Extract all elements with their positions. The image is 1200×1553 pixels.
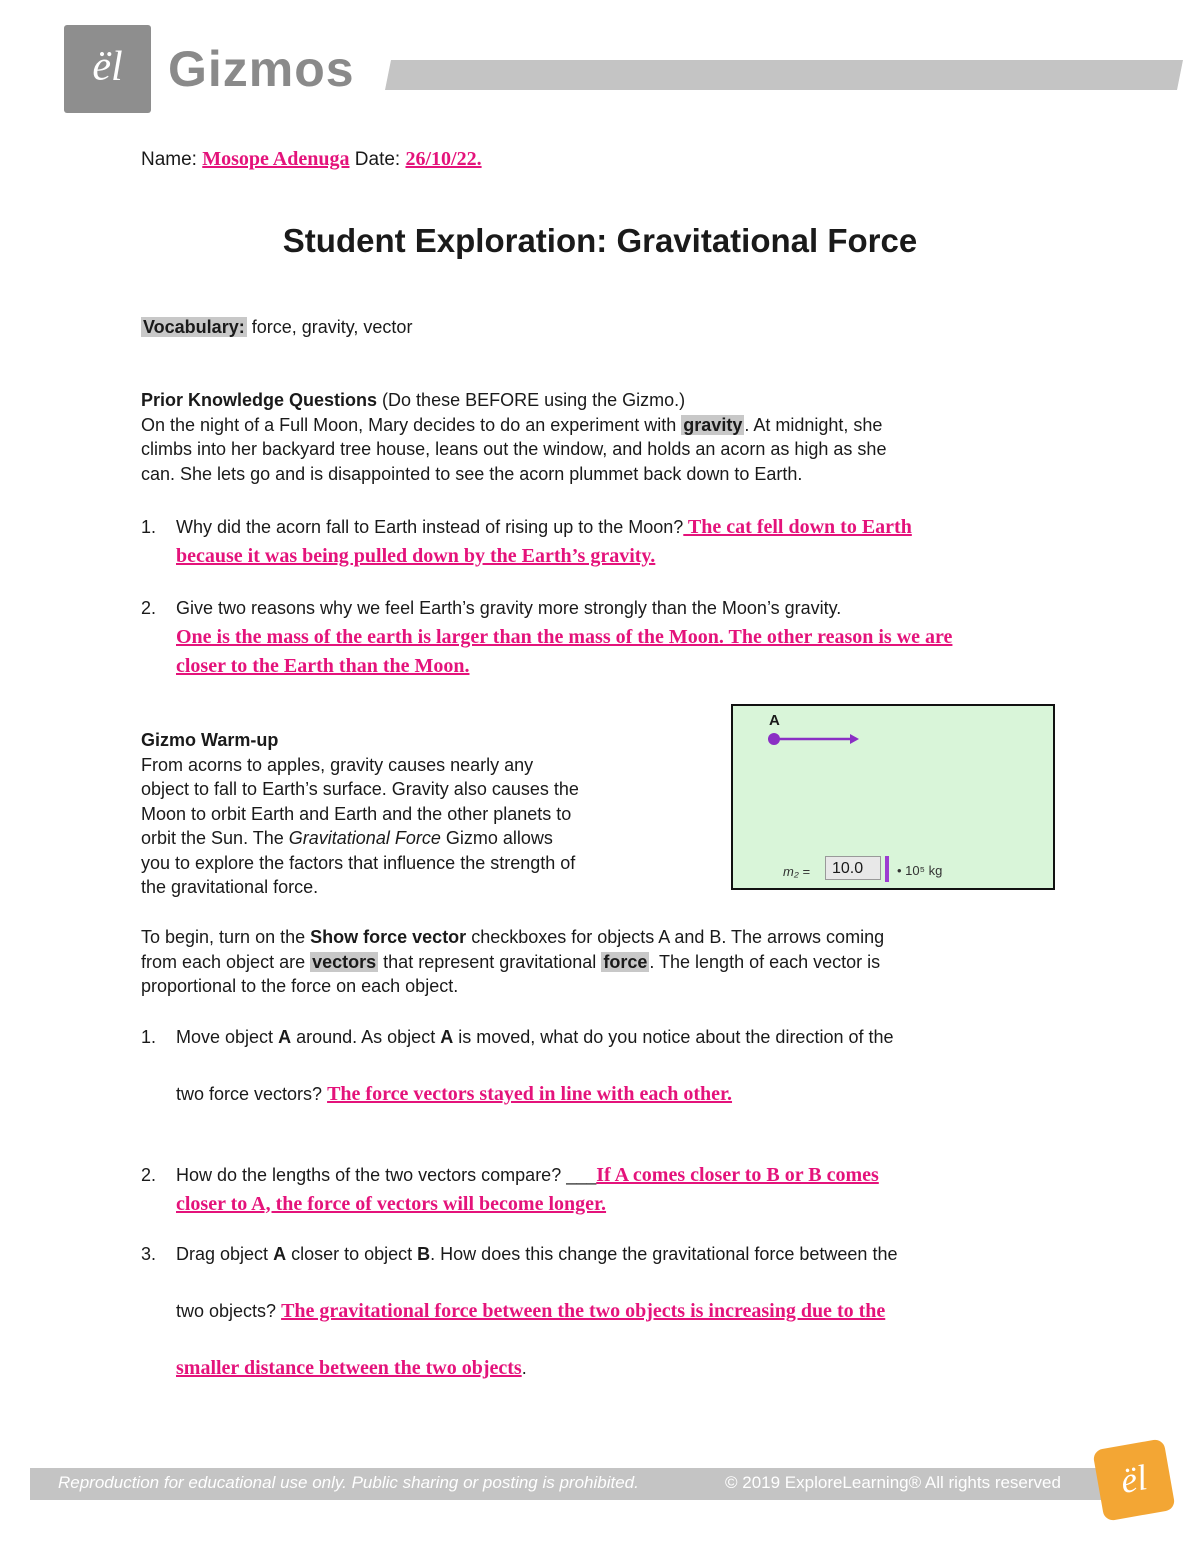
q-answer: because it was being pulled down by the Earth’s gravity. <box>176 544 656 567</box>
q-text: Move object <box>176 1027 274 1047</box>
prior-question-2 <box>141 596 1071 681</box>
q-text: Give two reasons why we feel Earth’s gravity more strongly than the Moon’s gravity. <box>176 598 842 618</box>
mass-label: m₂ = <box>783 864 810 879</box>
vocabulary-label: Vocabulary: <box>143 317 245 337</box>
q-answer: The force vectors stayed in line with each other. <box>327 1082 733 1105</box>
q-answer: closer to A, the force of vectors will become longer. <box>176 1192 607 1215</box>
q-number: 2. <box>141 598 157 618</box>
warmup-text: checkboxes for objects A and B. The arrows coming <box>471 927 885 947</box>
warmup-question-2 <box>141 1163 1071 1216</box>
q-answer: One is the mass of the earth is larger than the mass of the Moon. The other reason is we are <box>176 625 953 648</box>
brand-name: Gizmos <box>168 41 355 97</box>
q-text: A <box>278 1027 292 1047</box>
warmup-text: . The length of each vector is <box>649 951 881 972</box>
date-label: Date: <box>354 149 401 170</box>
warmup-text: Moon to orbit Earth and Earth and the other planets to <box>141 803 572 824</box>
q-answer: If A comes closer to B or B comes <box>596 1164 879 1186</box>
prior-knowledge-section <box>141 388 1061 486</box>
q-text: B <box>417 1244 431 1264</box>
object-a-label: A <box>769 712 780 729</box>
explorelearning-logo <box>1092 1438 1175 1521</box>
keyword-gravity: gravity <box>683 414 743 435</box>
prior-heading-note: (Do these BEFORE using the Gizmo.) <box>382 390 686 410</box>
show-force-vector-text: Show force vector <box>310 927 467 947</box>
q-text: is moved, what do you notice about the direction of the <box>458 1027 894 1047</box>
warmup-text: object to fall to Earth’s surface. Gravity also causes the <box>141 779 579 799</box>
q-text: . <box>521 1358 527 1378</box>
warmup-text: that represent gravitational <box>383 951 597 972</box>
q-number: 1. <box>141 517 157 537</box>
warmup-text: To begin, turn on the <box>141 927 306 947</box>
q-text: two force vectors? <box>176 1083 323 1104</box>
q-text: . How does this change the gravitational force between the <box>430 1244 898 1264</box>
warmup-text: you to explore the factors that influence the strength of <box>141 852 576 873</box>
q-number: 3. <box>141 1244 157 1264</box>
name-label: Name: <box>141 149 197 170</box>
mass-input[interactable]: 10.0 <box>825 856 881 880</box>
warmup-question-3 <box>141 1242 1071 1381</box>
q-text: two objects? <box>176 1300 277 1321</box>
warmup-begin <box>141 925 1071 999</box>
footer-logo-glyph: ël <box>1117 1457 1151 1501</box>
q-text: Drag object <box>176 1244 269 1264</box>
vocabulary-line <box>141 315 412 340</box>
warmup-heading: Gizmo Warm-up <box>141 730 279 750</box>
q-number: 1. <box>141 1027 157 1047</box>
prior-question-1 <box>141 515 1071 568</box>
logo-glyph: ël <box>92 44 123 90</box>
page-title: Student Exploration: Gravitational Force <box>282 222 918 259</box>
q-text: closer to object <box>291 1244 413 1264</box>
header-bar <box>385 60 1183 90</box>
name-value: Mosope Adenuga <box>202 148 350 170</box>
warmup-text: Gizmo allows <box>445 828 553 848</box>
date-value: 26/10/22. <box>405 148 482 170</box>
prior-heading: Prior Knowledge Questions <box>141 390 378 410</box>
mass-unit: • 10⁵ kg <box>897 863 943 878</box>
q-answer: The gravitational force between the two objects is increasing due to the <box>281 1299 886 1322</box>
gizmo-preview <box>731 704 1055 890</box>
q-text: around. As object <box>296 1027 436 1047</box>
gizmo-name: Gravitational Force <box>288 828 441 848</box>
q-answer: smaller distance between the two objects <box>176 1357 522 1379</box>
q-text: Why did the acorn fall to Earth instead of rising up to the Moon? <box>176 517 684 537</box>
warmup-text: proportional to the force on each object. <box>141 976 459 996</box>
footer-notice: Reproduction for educational use only. Public sharing or posting is prohibited. <box>58 1473 639 1492</box>
gizmos-logo <box>64 25 151 113</box>
keyword-force: force <box>603 951 648 972</box>
keyword-vectors: vectors <box>312 951 377 972</box>
warmup-text: the gravitational force. <box>141 877 319 897</box>
mass-slider-handle[interactable] <box>885 856 889 882</box>
warmup-text: From acorns to apples, gravity causes nearly any <box>141 754 534 775</box>
q-text: How do the lengths of the two vectors compare? ___ <box>176 1165 597 1185</box>
name-date-line <box>141 147 482 173</box>
warmup-text: orbit the Sun. The <box>141 828 284 848</box>
warmup-text: from each object are <box>141 951 306 972</box>
q-answer: The cat fell down to Earth <box>683 516 912 538</box>
q-text: A <box>273 1244 287 1264</box>
prior-intro-1b: . At midnight, she <box>744 414 883 435</box>
warmup-question-1 <box>141 1025 1071 1106</box>
force-vector-arrow <box>766 731 866 747</box>
prior-intro-1: On the night of a Full Moon, Mary decides to do an experiment with <box>141 414 677 435</box>
footer-copyright: © 2019 ExploreLearning® All rights reserved <box>725 1473 1061 1492</box>
q-text: A <box>440 1027 454 1047</box>
vocabulary-terms: force, gravity, vector <box>251 317 413 337</box>
q-answer: closer to the Earth than the Moon. <box>176 654 470 677</box>
q-number: 2. <box>141 1165 157 1185</box>
prior-intro-3: can. She lets go and is disappointed to see the acorn plummet back down to Earth. <box>141 463 803 484</box>
warmup-intro <box>141 728 701 900</box>
prior-intro-2: climbs into her backyard tree house, leans out the window, and holds an acorn as high as she <box>141 439 887 459</box>
